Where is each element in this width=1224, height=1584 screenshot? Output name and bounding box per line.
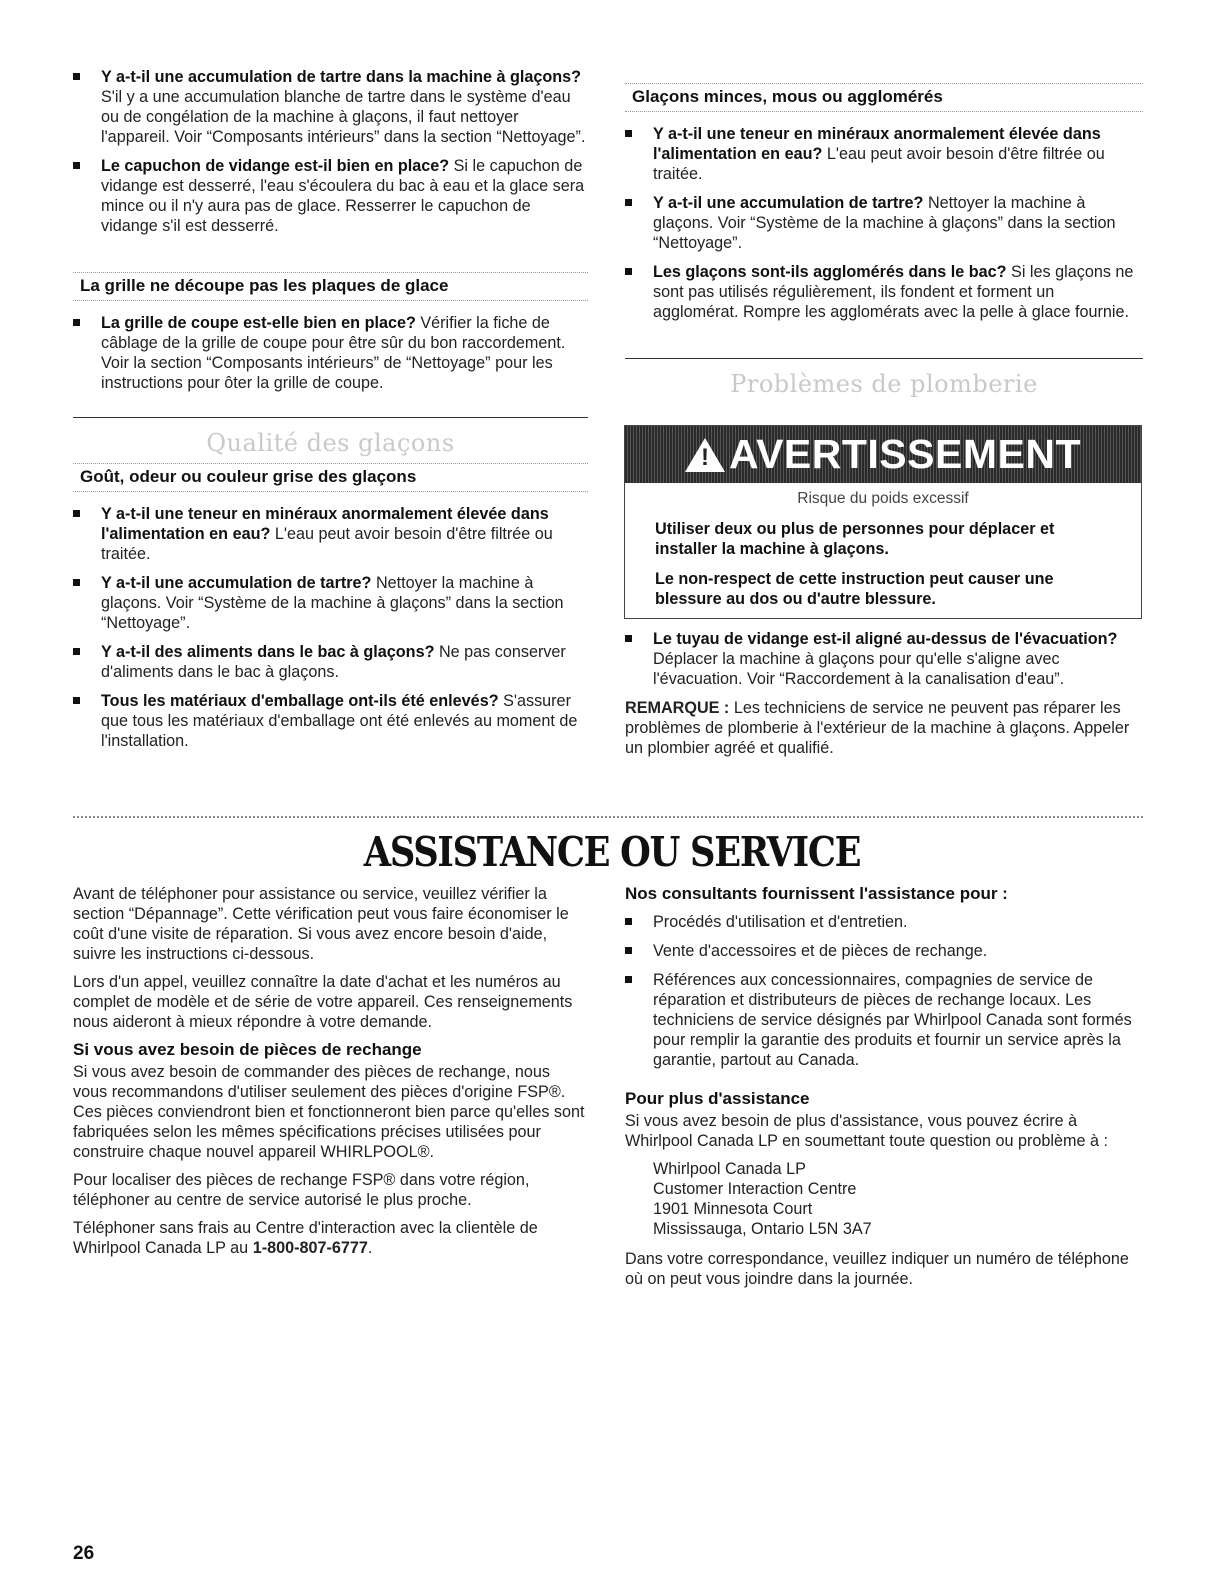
right-divider (625, 358, 1143, 359)
assistance-intro-2: Lors d'un appel, veuillez connaître la date d'achat et les numéros au complet de modèle et de série de votre appareil. Ces renseignements nous aideront à mieux répondre à votre demande. (73, 973, 573, 1031)
right-column-plumbing (625, 629, 1143, 766)
bullet-tuyau: Le tuyau de vidange est-il aligné au-dessus de l'évacuation? Déplacer la machine à glaçons pour qu'elle s'aligne avec l'évacuation. Voir “Raccordement à la canalisation d'eau”. (625, 629, 1143, 689)
plumbing-title-wrap (625, 370, 1143, 398)
bullet-emballage: Tous les matériaux d'emballage ont-ils été enlevés? S'assurer que tous les matériaux d'emballage ont été enlevés au moment de l'installation. (73, 691, 588, 751)
warning-text-2: Le non-respect de cette instruction peut causer une blessure au dos ou d'autre blessure. (655, 570, 1054, 608)
bullet-capuchon: Le capuchon de vidange est-il bien en place? Si le capuchon de vidange est desserré, l'eau s'écoulera du bac à eau et la glace sera mince ou il n'y aura pas de glace. Resserrer le capuchon de vidange s'il est desserré. (73, 156, 588, 236)
page-number: 26 (73, 1543, 95, 1564)
more-text: Si vous avez besoin de plus d'assistance, vous pouvez écrire à Whirlpool Canada LP en soumettant toute question ou problème à : (625, 1112, 1108, 1150)
more-heading: Pour plus d'assistance (625, 1089, 810, 1108)
left-column-grille (73, 272, 588, 402)
consult-item: Procédés d'utilisation et d'entretien. (625, 912, 1143, 932)
address-line: Mississauga, Ontario L5N 3A7 (653, 1220, 872, 1238)
phone-number: 1-800-807-6777 (252, 1239, 368, 1257)
address-line: Customer Interaction Centre (653, 1180, 857, 1198)
consult-item: Vente d'accessoires et de pièces de rechange. (625, 941, 1143, 961)
left-column-top (73, 67, 588, 245)
parts-text-3: Téléphoner sans frais au Centre d'interaction avec la clientèle de Whirlpool Canada LP au 1-800-807-6777. (73, 1219, 538, 1257)
assistance-left (73, 884, 588, 1266)
left-column-quality (73, 429, 588, 760)
address-line: 1901 Minnesota Court (653, 1200, 813, 1218)
warning-subtitle: Risque du poids excessif (797, 490, 969, 507)
bullet-tartre-right: Y a-t-il une accumulation de tartre? Nettoyer la machine à glaçons. Voir “Système de la machine à glaçons” dans la section “Nettoyage”. (625, 193, 1143, 253)
consult-heading: Nos consultants fournissent l'assistance pour : (625, 884, 1008, 903)
address-block (625, 1159, 1143, 1239)
remarque: REMARQUE : Les techniciens de service ne peuvent pas réparer les problèmes de plomberie à l'extérieur de la machine à glaçons. Appeler un plombier agréé et qualifié. (625, 699, 1130, 757)
bullet-tartre-left: Y a-t-il une accumulation de tartre? Nettoyer la machine à glaçons. Voir “Système de la machine à glaçons” dans la section “Nettoyage”. (73, 573, 588, 633)
bullet-mineraux-right: Y a-t-il une teneur en minéraux anormalement élevée dans l'alimentation en eau? L'eau peut avoir besoin d'être filtrée ou traitée. (625, 124, 1143, 184)
section-separator (73, 816, 1143, 818)
bullet-tartre-machine: Y a-t-il une accumulation de tartre dans la machine à glaçons? S'il y a une accumulation blanche de tartre dans le système d'eau ou de congélation de la machine à glaçons, il faut nettoyer l'appareil. Voir “Composants intérieurs” dans la section “Nettoyage”. (73, 67, 588, 147)
bullet-aliments: Y a-t-il des aliments dans le bac à glaçons? Ne pas conserver d'aliments dans le bac à glaçons. (73, 642, 588, 682)
left-divider (73, 417, 588, 418)
warning-text-1: Utiliser deux ou plus de personnes pour déplacer et installer la machine à glaçons. (655, 520, 1055, 558)
parts-heading: Si vous avez besoin de pièces de rechange (73, 1040, 422, 1059)
warning-banner (625, 426, 1141, 483)
closing-text: Dans votre correspondance, veuillez indiquer un numéro de téléphone où on peut vous joindre dans la journée. (625, 1250, 1129, 1288)
minces-heading: Glaçons minces, mous ou agglomérés (625, 83, 1143, 112)
bullet-agglomeres: Les glaçons sont-ils agglomérés dans le bac? Si les glaçons ne sont pas utilisés régulièrement, ils fondent et forment un agglomérat. Rompre les agglomérats avec la pelle à glace fournie. (625, 262, 1143, 322)
parts-text-1: Si vous avez besoin de commander des pièces de rechange, nous vous recommandons d'utiliser seulement des pièces d'origine FSP®. Ces pièces conviendront bien et fonctionneront bien parce qu'elles sont fabriquées selon les mêmes spécifications précises utilisées pour construire chaque nouvel appareil WHIRLPOOL®. (73, 1063, 585, 1161)
bullet-grille: La grille de coupe est-elle bien en place? Vérifier la fiche de câblage de la grille de coupe pour être sûr du bon raccordement. Voir la section “Composants intérieurs” de “Nettoyage” pour les instructions pour ôter la grille de coupe. (73, 313, 588, 393)
address-line: Whirlpool Canada LP (653, 1160, 806, 1178)
grille-heading: La grille ne découpe pas les plaques de glace (73, 272, 588, 301)
bullet-mineraux-left: Y a-t-il une teneur en minéraux anormalement élevée dans l'alimentation en eau? L'eau peut avoir besoin d'être filtrée ou traitée. (73, 504, 588, 564)
warning-title: AVERTISSEMENT (729, 431, 1081, 477)
assistance-right (625, 884, 1143, 1297)
gout-heading: Goût, odeur ou couleur grise des glaçons (73, 463, 588, 492)
warning-box (624, 425, 1142, 619)
plumbing-section-title: Problèmes de plomberie (730, 370, 1038, 398)
warning-triangle-icon (685, 438, 725, 472)
consult-item: Références aux concessionnaires, compagnies de service de réparation et distributeurs de pièces de rechange locaux. Les techniciens de service désignés par Whirlpool Canada sont formés pour remplir la garantie des produits et fournir un service après la garantie, partout au Canada. (625, 970, 1143, 1070)
warning-body (625, 483, 1141, 609)
quality-section-title: Qualité des glaçons (206, 429, 455, 457)
assistance-title: ASSISTANCE OU SERVICE (363, 828, 861, 876)
right-column-minces (625, 83, 1143, 331)
parts-text-2: Pour localiser des pièces de rechange FSP® dans votre région, téléphoner au centre de service autorisé le plus proche. (73, 1171, 530, 1209)
assistance-intro-1: Avant de téléphoner pour assistance ou service, veuillez vérifier la section “Dépannage”. Cette vérification peut vous faire économiser le coût d'une visite de réparation. Si vous avez encore besoin d'aide, suivre les instructions ci-dessous. (73, 885, 569, 963)
